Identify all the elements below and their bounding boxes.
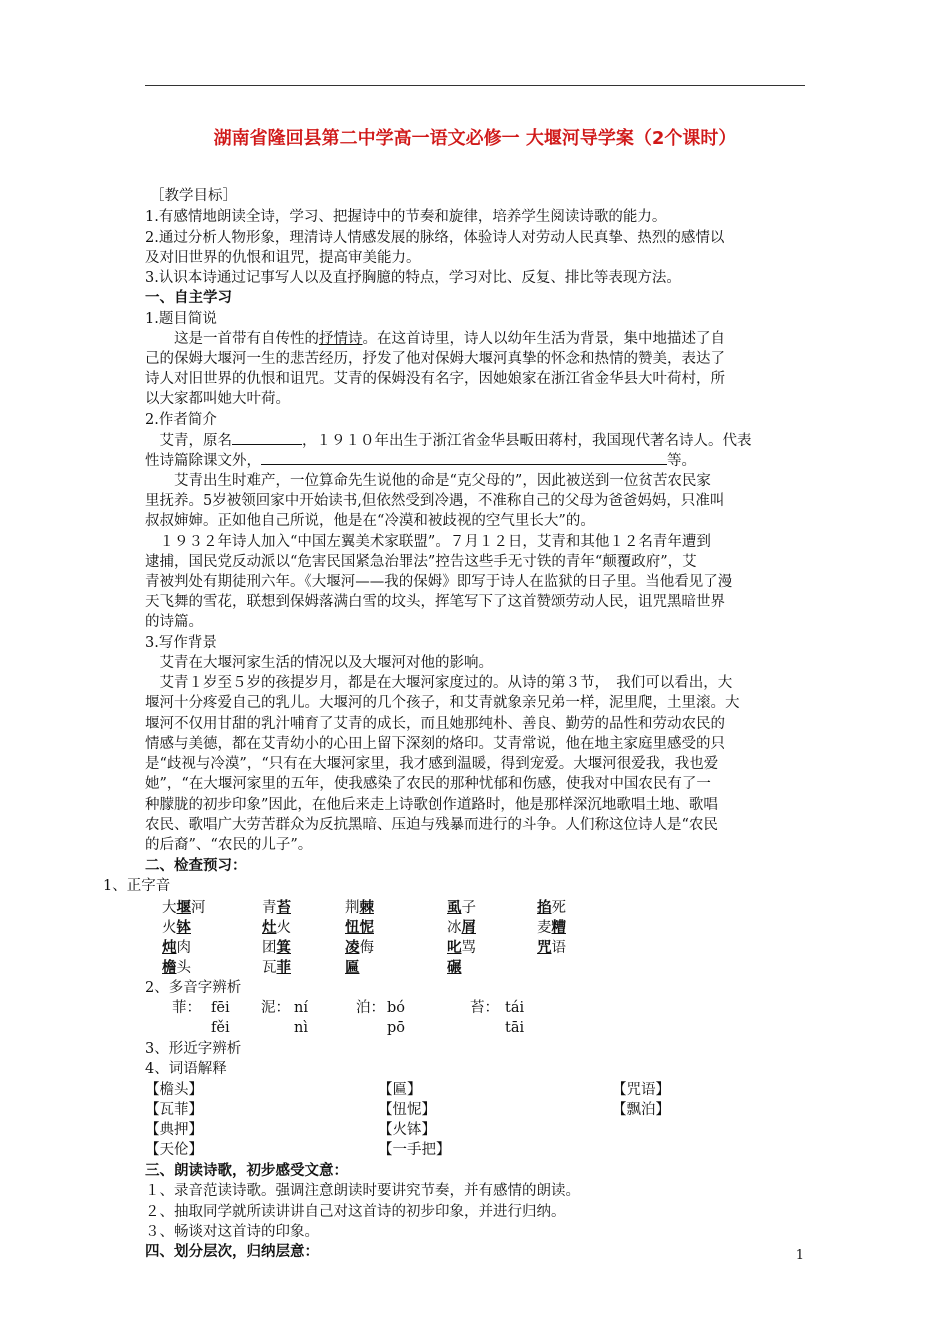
subsection-3-heading: 3.写作背景 (145, 635, 217, 651)
term-entry: 【瓦菲】 (145, 1102, 203, 1118)
pronunciation-key-char: 匾 (345, 959, 360, 976)
polyphone-heading: 2、多音字辨析 (145, 980, 242, 996)
lyric-poem-term: 抒情诗 (319, 331, 363, 347)
polyphone-reading: tāi (505, 1020, 525, 1036)
pronunciation-key-char: 箕 (276, 939, 291, 956)
pronunciation-word (345, 918, 374, 938)
background-p2-line-6: 她”，“在大堰河家里的五年，使我感染了农民的那种忧郁和伤感，使我对中国农民有了一 (145, 776, 711, 792)
polyphone-reading: bó (387, 1000, 406, 1016)
background-p2-line-9: 的后裔”、“农民的儿子”。 (145, 837, 313, 853)
pronunciation-key-char: 碾 (447, 959, 462, 976)
works-blank (261, 450, 667, 465)
document-title: 湖南省隆回县第二中学高一语文必修一 大堰河导学案（2个课时） (213, 128, 737, 149)
word-explain-heading: 4、词语解释 (145, 1061, 227, 1077)
term-entry: 【一手把】 (378, 1142, 451, 1158)
intro-line-4: 以大家都叫她大叶荷。 (145, 391, 290, 407)
polyphone-reading: fěi (211, 1020, 230, 1036)
pronunciation-word (447, 958, 462, 978)
author-p2-line-1: 艾青出生时难产，一位算命先生说他的命是“克父母的”，因此被送到一位贫苦农民家 (145, 473, 711, 489)
pronunciation-word: 冰屑 (447, 919, 476, 936)
polyphone-reading: nì (294, 1020, 308, 1036)
goal-2-line-1: 2.通过分析人物形象，理清诗人情感发展的脉络，体验诗人对劳动人民真挚、热烈的感情以 (145, 230, 725, 246)
term-entry: 【匾】 (378, 1082, 422, 1098)
background-line-1: 艾青在大堰河家生活的情况以及大堰河对他的影响。 (145, 655, 493, 671)
term-entry: 【天伦】 (145, 1142, 203, 1158)
pronunciation-word: 灶火 (262, 919, 291, 936)
pronunciation-key-char: 苔 (276, 899, 291, 916)
pronunciation-word: 火钵 (162, 919, 191, 936)
polyphone-reading: fēi (211, 1000, 230, 1016)
goals-heading: ［教学目标］ (150, 188, 237, 204)
pronunciation-word: 青苔 (262, 899, 291, 916)
pronunciation-word: 凌侮 (345, 939, 374, 956)
page-number: 1 (795, 1248, 804, 1263)
header-rule (145, 85, 805, 86)
original-name-blank (232, 430, 302, 445)
polyphone-reading: pō (387, 1020, 406, 1036)
term-entry: 【飘泊】 (612, 1102, 670, 1118)
background-p2-line-5: 是“歧视与冷漠”，“只有在大堰河家里，我才感到温暖，得到宠爱。大堰河很爱我，我也爱 (145, 756, 719, 772)
author-p3-line-2: 逮捕，国民党反动派以“危害民国紧急治罪法”控告这些手无寸铁的青年“颠覆政府”，艾 (145, 554, 697, 570)
pronunciation-heading: 1、正字音 (103, 878, 171, 894)
pronunciation-key-char: 灶 (262, 919, 277, 936)
pronunciation-key-char: 菲 (276, 959, 291, 976)
pronunciation-word (345, 958, 360, 978)
section-3-heading: 三、朗读诗歌，初步感受文意： (145, 1162, 348, 1179)
term-entry: 【檐头】 (145, 1082, 203, 1098)
pronunciation-key-char: 咒 (537, 939, 552, 956)
background-p2-line-7: 种朦胧的初步印象”因此，在他后来走上诗歌创作道路时，他是那样深沉地歌唱土地、歌唱 (145, 797, 718, 813)
reading-item-1: １、录音范读诗歌。强调注意朗读时要讲究节奏，并有感情的朗读。 (145, 1183, 580, 1199)
pronunciation-word: 炖肉 (162, 939, 191, 956)
background-p2-line-8: 农民、歌唱广大劳苦群众为反抗黑暗、压迫与残暴而进行的斗争。人们称这位诗人是“农民 (145, 817, 718, 833)
section-4-heading: 四、划分层次，归纳层意： (145, 1243, 319, 1260)
polyphone-char: 泥： (261, 1000, 290, 1016)
pronunciation-word: 大堰河 (162, 899, 206, 916)
polyphone-reading: ní (294, 1000, 308, 1016)
term-entry: 【忸怩】 (378, 1102, 436, 1118)
pronunciation-key-char: 炖 (162, 939, 177, 956)
author-p3-line-1: １９３２年诗人加入“中国左翼美术家联盟”。７月１２日，艾青和其他１２名青年遭到 (145, 534, 711, 550)
polyphone-char: 泊： (356, 1000, 385, 1016)
pronunciation-word: 虱子 (447, 899, 476, 916)
pronunciation-word: 掐死 (537, 899, 566, 916)
pronunciation-key-char: 虱 (447, 899, 462, 916)
polyphone-char: 苔： (470, 1000, 499, 1016)
polyphone-char: 菲： (172, 1000, 201, 1016)
background-p2-line-3: 堰河不仅用甘甜的乳汁哺育了艾青的成长，而且她那纯朴、善良、勤劳的品性和劳动农民的 (145, 716, 725, 732)
goal-3: 3.认识本诗通过记事写人以及直抒胸臆的特点，学习对比、反复、排比等表现方法。 (145, 270, 681, 286)
term-entry: 【典押】 (145, 1122, 203, 1138)
author-p3-line-5: 的诗篇。 (145, 614, 203, 630)
pronunciation-key-char: 堰 (176, 899, 191, 916)
term-entry: 【火钵】 (378, 1122, 436, 1138)
author-p2-line-2: 里抚养。5岁被领回家中开始读书,但依然受到冷遇，不准称自己的父母为爸爸妈妈，只准叫 (145, 493, 725, 509)
pronunciation-word: 咒语 (537, 939, 566, 956)
pronunciation-key-char: 凌 (345, 939, 360, 956)
term-entry: 【咒语】 (612, 1082, 670, 1098)
goal-1: 1.有感情地朗读全诗，学习、把握诗中的节奏和旋律，培养学生阅读诗歌的能力。 (145, 209, 667, 225)
background-p2-line-2: 堰河十分疼爱自己的乳儿。大堰河的几个孩子，和艾青就象亲兄弟一样，泥里爬，土里滚。大 (145, 695, 740, 711)
author-p3-line-4: 天飞舞的雪花，联想到保姆落满白雪的坟头，挥笔写下了这首赞颂劳动人民，诅咒黑暗世界 (145, 594, 725, 610)
pronunciation-word: 瓦菲 (262, 959, 291, 976)
author-line-2: 性诗篇除课文外， 等。 (145, 450, 696, 471)
author-p3-line-3: 青被判处有期徒刑六年。《大堰河——我的保姆》即写于诗人在监狱的日子里。当他看见了漫 (145, 574, 733, 590)
similar-char-heading: 3、形近字辨析 (145, 1041, 242, 1057)
pronunciation-key-char: 叱 (447, 939, 462, 956)
pronunciation-word: 团箕 (262, 939, 291, 956)
section-1-heading: 一、自主学习 (145, 289, 232, 306)
pronunciation-key-char: 钵 (176, 919, 191, 936)
reading-item-3: ３、畅谈对这首诗的印象。 (145, 1224, 319, 1240)
subsection-2-heading: 2.作者简介 (145, 412, 217, 428)
author-p2-line-3: 叔叔婶婶。正如他自己所说，他是在“冷漠和被歧视的空气里长大”的。 (145, 513, 595, 529)
pronunciation-word: 檐头 (162, 959, 191, 976)
pronunciation-key-char: 屑 (461, 919, 476, 936)
intro-line-1: 这是一首带有自传性的抒情诗。在这首诗里，诗人以幼年生活为背景，集中地描述了自 (145, 331, 725, 347)
reading-item-2: ２、抽取同学就所读讲讲自己对这首诗的初步印象，并进行归纳。 (145, 1204, 566, 1220)
section-2-heading: 二、检查预习： (145, 857, 247, 874)
pronunciation-key-char: 檐 (162, 959, 177, 976)
intro-line-2: 己的保姆大堰河一生的悲苦经历，抒发了他对保姆大堰河真挚的怀念和热情的赞美，表达了 (145, 351, 725, 367)
background-p2-line-1: 艾青１岁至５岁的孩提岁月，都是在大堰河家度过的。从诗的第３节， 我们可以看出，大 (145, 675, 733, 691)
pronunciation-word: 叱骂 (447, 939, 476, 956)
goal-2-line-2: 及对旧世界的仇恨和诅咒，提高审美能力。 (145, 250, 421, 266)
author-line-1: 艾青，原名 ，１９１０年出生于浙江省金华县畈田蒋村，我国现代著名诗人。代表 (145, 430, 752, 451)
subsection-1-heading: 1.题目简说 (145, 311, 217, 327)
intro-line-3: 诗人对旧世界的仇恨和诅咒。艾青的保姆没有名字，因她娘家在浙江省金华县大叶荷村，所 (145, 371, 725, 387)
pronunciation-key-char: 棘 (359, 899, 374, 916)
polyphone-reading: tái (505, 1000, 525, 1016)
background-p2-line-4: 情感与美德，都在艾青幼小的心田上留下深刻的烙印。艾青常说，他在地主家庭里感受的只 (145, 736, 725, 752)
pronunciation-word: 麦糟 (537, 919, 566, 936)
pronunciation-key-char: 糟 (551, 919, 566, 936)
pronunciation-word: 荆棘 (345, 899, 374, 916)
pronunciation-key-char: 忸怩 (345, 919, 374, 936)
pronunciation-key-char: 掐 (537, 899, 552, 916)
